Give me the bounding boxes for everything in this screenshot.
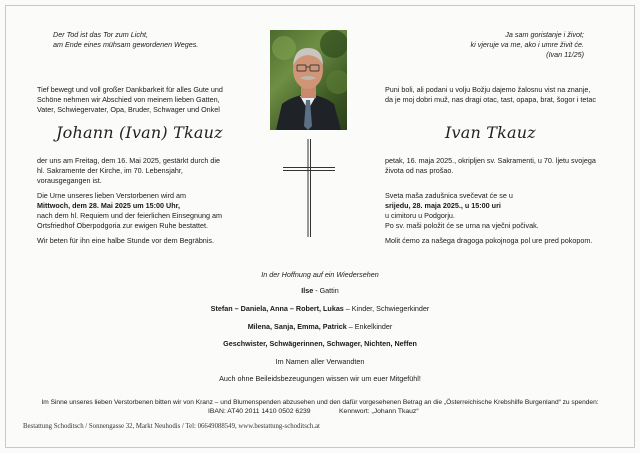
portrait-photo [270,30,347,130]
right-quote-line-2: ki vjeruje va me, ako i umre živit će. [470,40,584,49]
left-death-line-2: hl. Sakramente der Kirche, im 70. Lebensjahr, [37,166,183,175]
donation-line: Im Sinne unseres lieben Verstorbenen bitten wir von Kranz – und Blumenspenden abzusehen und den dafür vorgesehenen Betrag an die „Österreichische Krebshilfe Burgenland“ zu spenden: [41,399,599,406]
deceased-name-croatian: Ivan Tkauz [445,123,536,142]
cross-symbol [283,139,335,237]
relatives-line: Im Namen aller Verwandten [275,357,365,366]
right-mass-line-3: u cimitoru u Podgorju. [385,211,455,220]
right-quote-line-1: Ja sam goristanje i život; [505,30,584,39]
mourner-line-3 [0,322,640,332]
right-prayer: Molit ćemo za našega dragoga pokojnoga pol ure pred pokopom. [385,236,593,245]
right-mass-date: srijedu, 28. maja 2025., u 15:00 uri [385,201,501,210]
mourner-line-4 [0,339,640,349]
left-urn-line-3: nach dem hl. Requiem und der feierlichen Einsegnung am [37,211,222,220]
mourner-names-2: Stefan – Daniela, Anna – Robert, Lukas [210,304,344,313]
hope-line: In der Hoffnung auf ein Wiedersehen [261,270,379,279]
left-quote-line-1: Der Tod ist das Tor zum Licht, [53,30,148,39]
right-mass-line-4: Po sv. maši položit će se urna na vječni počivak. [385,221,539,230]
right-death-line-1: petak, 16. maja 2025., okripljen sv. Sakramenti, u 70. ljetu svojega [385,156,596,165]
donation-keyword: Kennwort: „Johann Tkauz“ [339,408,419,415]
mourner-line-2 [0,304,640,314]
mourner-relation-2: – Kinder, Schwiegerkinder [343,304,430,313]
left-prayer: Wir beten für ihn eine halbe Stunde vor dem Begräbnis. [37,236,214,245]
donation-iban: IBAN: AT40 2011 1410 0502 6239 [208,408,311,415]
condolence-line: Auch ohne Beileidsbezeugungen wissen wir um euer Mitgefühl! [219,374,421,383]
left-intro-line-3: Vater, Schwiegervater, Opa, Bruder, Schwager und Onkel [37,105,220,114]
mourner-line-1 [0,286,640,296]
left-quote-line-2: am Ende eines mühsam gewordenen Weges. [53,40,199,49]
portrait-illustration [270,30,347,130]
deceased-name-german: Johann (Ivan) Tkauz [56,123,223,142]
right-mass-line-1: Sveta maša zadušnica svečevat će se u [385,191,513,200]
mourner-names-4: Geschwister, Schwägerinnen, Schwager, Nichten, Neffen [223,339,417,348]
mourner-relation-3: – Enkelkinder [346,322,393,331]
funeral-home-footer: Bestattung Schoditsch / Sonnengasse 32, Markt Neuhodis / Tel: 06649088549, www.bestattung-schoditsch.at [23,423,320,430]
mourner-relation-1: - Gattin [313,286,339,295]
mourner-names-3: Milena, Sanja, Emma, Patrick [247,322,347,331]
right-intro-line-1: Puni boli, ali podani u volju Božju dajemo žalosnu vist na znanje, [385,85,591,94]
right-quote-line-3: (Ivan 11/25) [546,50,584,59]
mourner-names-1: Ilse [301,286,314,295]
left-urn-date: Mittwoch, dem 28. Mai 2025 um 15:00 Uhr, [37,201,180,210]
left-death-line-1: der uns am Freitag, dem 16. Mai 2025, gestärkt durch die [37,156,220,165]
left-intro-line-2: Schöne nehmen wir Abschied von meinem lieben Gatten, [37,95,220,104]
right-death-line-2: života od nas prošao. [385,166,454,175]
left-intro-line-1: Tief bewegt und voll großer Dankbarkeit für alles Gute und [37,85,223,94]
left-urn-line-1: Die Urne unseres lieben Verstorbenen wird am [37,191,187,200]
right-intro-line-2: da je moj dobri muž, nas dragi otac, tast, opapa, brat, šogor i tetac [385,95,596,104]
left-urn-line-4: Ortsfriedhof Oberpodgoria zur ewigen Ruhe bestattet. [37,221,208,230]
left-death-line-3: vorausgegangen ist. [37,176,102,185]
